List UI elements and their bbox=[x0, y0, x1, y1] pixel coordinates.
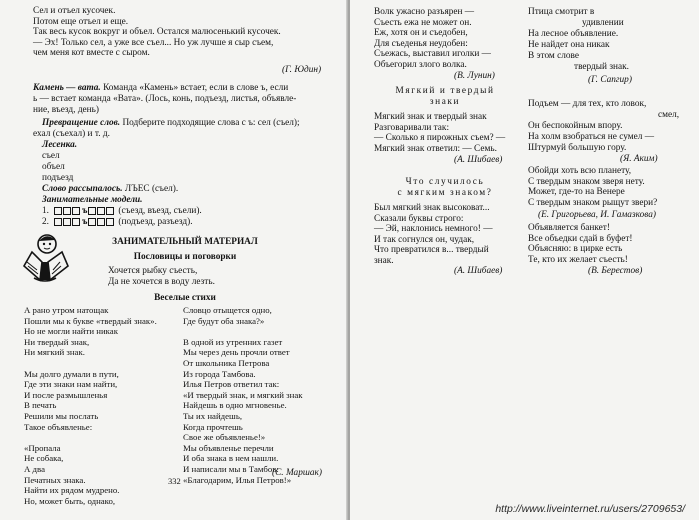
prevr-text-0: Подберите подходящие слова с ъ: сел (съел); bbox=[120, 118, 300, 128]
poem-column-1-line bbox=[24, 432, 157, 443]
poem2-title-2: знаки bbox=[429, 97, 461, 107]
top-paragraph-line: Так весь кусок вокруг и объел. Остался малюсенький кусочек. bbox=[33, 27, 281, 38]
poem-column-1-line: Такое объявленье: bbox=[24, 421, 93, 432]
lesenka-word-3: подъезд bbox=[42, 173, 74, 183]
poem-column-2-line: Илья Петров ответил так: bbox=[183, 379, 280, 390]
poem6 bbox=[528, 166, 657, 208]
poem1-line: Съесть ежа не может он. bbox=[374, 17, 472, 28]
letter-box bbox=[106, 207, 114, 215]
poem7-line: Те, кто их желает съесть! bbox=[528, 254, 628, 265]
top-paragraph-line: чем меня кот вместе с сыром. bbox=[33, 48, 150, 59]
model-2 bbox=[42, 217, 193, 228]
reading-child-illustration bbox=[20, 232, 70, 284]
poem-column-1-line: «Пропала bbox=[24, 442, 61, 453]
poem-column-2-line: Свое же объявленье!» bbox=[183, 432, 266, 443]
poem-column-2-line: Из города Тамбова. bbox=[183, 368, 256, 379]
poems-title: Веселые стихи bbox=[154, 293, 216, 303]
poem-column-1-line: Где эти знаки нам найти, bbox=[24, 379, 118, 390]
poem5-line-1: Подъем — для тех, кто ловок, bbox=[528, 99, 647, 109]
poem6-author: (Е. Григорьева, И. Гамазкова) bbox=[538, 210, 656, 220]
poem1-line: Съежась, выставил иголки — bbox=[374, 49, 491, 60]
poem1-line: Объегорил злого волка. bbox=[374, 59, 467, 70]
poem4-author: (Г. Сапгир) bbox=[588, 75, 632, 85]
letter-box bbox=[54, 218, 62, 226]
top-paragraph bbox=[33, 6, 281, 59]
poem5-line-3: Он беспокойным впору. bbox=[528, 121, 623, 131]
kamen-title: Камень — вата. bbox=[33, 83, 101, 93]
poem6-line: Может, где-то на Венере bbox=[528, 187, 625, 198]
poem-author: (С. Маршак) bbox=[272, 468, 322, 478]
top-paragraph-line: Потом еще отъел и еще. bbox=[33, 16, 129, 27]
poem2-author: (А. Шибаев) bbox=[454, 155, 503, 165]
poem3-author: (А. Шибаев) bbox=[454, 266, 503, 276]
poem1-author: (В. Лунин) bbox=[454, 71, 495, 81]
section-title: ЗАНИМАТЕЛЬНЫЙ МАТЕРИАЛ bbox=[112, 237, 258, 247]
poem7-author: (В. Берестов) bbox=[588, 266, 643, 276]
poem7-line: Объясняю: в цирке есть bbox=[528, 244, 623, 255]
poem2-line: — Сколько я пирожных съем? — bbox=[374, 133, 506, 144]
poem2-line: Мягкий знак и твердый знак bbox=[374, 112, 487, 122]
top-paragraph-line: — Эх! Только сел, а уже все съел... Но уж лучше я сыр съем, bbox=[33, 37, 274, 48]
model-1-num: 1. bbox=[42, 206, 49, 217]
poem-column-2 bbox=[183, 305, 303, 485]
poem7 bbox=[528, 223, 633, 265]
poem-column-2-line: Словцо отыщется одно, bbox=[183, 305, 272, 315]
poem3-line: Что превратился в... твердый bbox=[374, 245, 489, 256]
poem-column-1-line bbox=[24, 358, 157, 369]
poem3-line: Был мягкий знак высоковат... bbox=[374, 203, 490, 213]
poem3-line: И так согнулся он, чудак, bbox=[374, 234, 475, 245]
top-author: (Г. Юдин) bbox=[282, 65, 322, 75]
poem2-title-1: Мягкий и твердый bbox=[395, 86, 495, 96]
letter-box bbox=[97, 218, 105, 226]
letter-box bbox=[88, 207, 96, 215]
poem4-line-4: Не найдет она никак bbox=[528, 40, 610, 50]
kamen-text-0: Команда «Камень» встает, если в слове ъ, если bbox=[100, 83, 289, 93]
poem-column-1-line: Ни мягкий знак. bbox=[24, 347, 85, 358]
prevr-title: Превращение слов. bbox=[42, 118, 121, 128]
poem3-line: знак. bbox=[374, 255, 394, 266]
poem2 bbox=[374, 112, 505, 154]
poem3-title-2: с мягким знаком? bbox=[397, 188, 493, 198]
page-number: 332 bbox=[168, 476, 181, 486]
model-1 bbox=[42, 206, 202, 217]
poem6-line: Обойди хоть всю планету, bbox=[528, 166, 632, 176]
poem-column-2-line: И написали мы в Тамбов: bbox=[183, 463, 279, 474]
left-page bbox=[0, 0, 348, 520]
poem-column-2-line bbox=[183, 326, 303, 337]
poem3 bbox=[374, 203, 493, 267]
poem-column-1-line: Но, может быть, однако, bbox=[24, 495, 116, 506]
poem-column-2-line: Ты их найдешь, bbox=[183, 410, 243, 421]
lesenka-word-1: съел bbox=[42, 151, 60, 161]
poem-column-2-line: Найдешь в одно мгновенье. bbox=[183, 400, 287, 411]
poem-column-2-line: Мы через день прочли ответ bbox=[183, 347, 290, 358]
kamen-line-2: ь — встает команда «Вата». (Лось, конь, подъезд, листья, объявле- bbox=[33, 94, 297, 104]
poem-column-2-line: Мы объявленье перечли bbox=[183, 442, 274, 453]
poem-column-2-line: И оба знака в нем нашли. bbox=[183, 453, 279, 464]
rassyp-text: ЛЪЕС (съел). bbox=[122, 184, 179, 194]
letter-box bbox=[63, 218, 71, 226]
poem1 bbox=[374, 7, 491, 71]
poem5-line-2: смел, bbox=[658, 110, 680, 120]
poem7-line: Все объедки сдай в буфет! bbox=[528, 233, 633, 244]
proverbs-title: Пословицы и поговорки bbox=[133, 252, 237, 262]
rassyp-title: Слово рассыпалось. bbox=[42, 184, 123, 194]
poem2-line: Разговаривали так: bbox=[374, 122, 450, 133]
letter-box bbox=[72, 207, 80, 215]
right-page bbox=[350, 0, 699, 520]
poem-column-2-line: От школьника Петрова bbox=[183, 357, 270, 368]
poem3-line: — Эй, наклонись немного! — bbox=[374, 224, 493, 235]
poem-column-1-line: Мы долго думали в пути, bbox=[24, 368, 119, 379]
hard-sign: ъ bbox=[82, 206, 88, 217]
models-title: Занимательные модели. bbox=[42, 195, 143, 205]
poem-column-1 bbox=[24, 305, 157, 506]
model-2-answer: (подъезд, разъезд). bbox=[118, 217, 193, 228]
poem4-line-2: удивлении bbox=[582, 18, 624, 28]
poem-column-1-line: И после размышленья bbox=[24, 389, 108, 400]
lesenka-title: Лесенка. bbox=[42, 140, 78, 150]
poem-column-1-line: В печать bbox=[24, 400, 57, 411]
poem4-line-1: Птица смотрит в bbox=[528, 7, 595, 17]
proverb-line-2: Да не хочется в воду лезть. bbox=[108, 277, 215, 287]
poem3-title-1: Что случилось bbox=[405, 177, 485, 187]
hard-sign: ъ bbox=[82, 217, 88, 228]
poem-column-2-line: «Благодарим, Илья Петров!» bbox=[183, 474, 292, 485]
proverb-line-1: Хочется рыбку съесть, bbox=[108, 266, 198, 276]
poem4-line-6: твердый знак. bbox=[574, 62, 629, 72]
poem5-line-4: На холм взобраться не сумел — bbox=[528, 132, 655, 142]
poem4-line-5: В этом слове bbox=[528, 51, 580, 61]
poem1-line: Для съеденья неудобен: bbox=[374, 38, 468, 49]
poem-column-1-line: Печатных знака. bbox=[24, 474, 86, 485]
letter-box bbox=[97, 207, 105, 215]
poem6-line: С твердым знаком зверя нету. bbox=[528, 176, 645, 187]
poem5-author: (Я. Аким) bbox=[620, 154, 658, 164]
poem-column-2-line: Где будут оба знака?» bbox=[183, 315, 265, 326]
poem-column-2-line: В одной из утренних газет bbox=[183, 336, 283, 347]
letter-box bbox=[72, 218, 80, 226]
poem-column-1-line: Но не могли найти никак bbox=[24, 326, 118, 337]
poem-column-1-line: Ни твердый знак, bbox=[24, 336, 90, 347]
poem-column-1-line: А два bbox=[24, 463, 45, 474]
poem4-line-3: На лесное объявление. bbox=[528, 29, 619, 39]
poem-column-2-line: «И твердый знак, и мягкий знак bbox=[183, 389, 303, 400]
poem3-line: Сказали буквы строго: bbox=[374, 213, 464, 224]
prevr-line-1 bbox=[42, 118, 300, 129]
rassyp-line bbox=[42, 184, 178, 195]
poem1-line: Волк ужасно разъярен — bbox=[374, 7, 475, 17]
model-2-num: 2. bbox=[42, 217, 49, 228]
poem6-line: С твердым знаком рыщут звери? bbox=[528, 197, 658, 208]
kamen-line-1 bbox=[33, 83, 288, 94]
poem-column-1-line: Найти их рядом мудрено. bbox=[24, 485, 120, 496]
prevr-line-2: ехал (съехал) и т. д. bbox=[33, 129, 110, 139]
letter-box bbox=[54, 207, 62, 215]
lesenka-word-2: объел bbox=[42, 162, 65, 172]
poem-column-1-line: Не собака, bbox=[24, 453, 64, 464]
kamen-line-3: ние, въезд, день) bbox=[33, 105, 99, 115]
letter-box bbox=[106, 218, 114, 226]
letter-box bbox=[63, 207, 71, 215]
poem7-line: Объявляется банкет! bbox=[528, 223, 610, 233]
letter-box bbox=[88, 218, 96, 226]
watermark-url: http://www.liveinternet.ru/users/2709653/ bbox=[495, 503, 685, 515]
poem2-line: Мягкий знак ответил: — Семь. bbox=[374, 143, 497, 154]
model-1-answer: (съезд, въезд, съели). bbox=[118, 206, 202, 217]
poem1-line: Еж, хотя он и съедобен, bbox=[374, 28, 468, 39]
poem-column-1-line: Решили мы послать bbox=[24, 410, 99, 421]
top-paragraph-line: Сел и отъел кусочек. bbox=[33, 6, 116, 16]
poem5-line-5: Штурмуй большую гору. bbox=[528, 143, 627, 153]
poem-column-2-line: Когда прочтешь bbox=[183, 421, 243, 432]
poem-column-1-line: Пошли мы к букве «твердый знак». bbox=[24, 315, 157, 326]
poem-column-1-line: А рано утром натощак bbox=[24, 305, 109, 315]
